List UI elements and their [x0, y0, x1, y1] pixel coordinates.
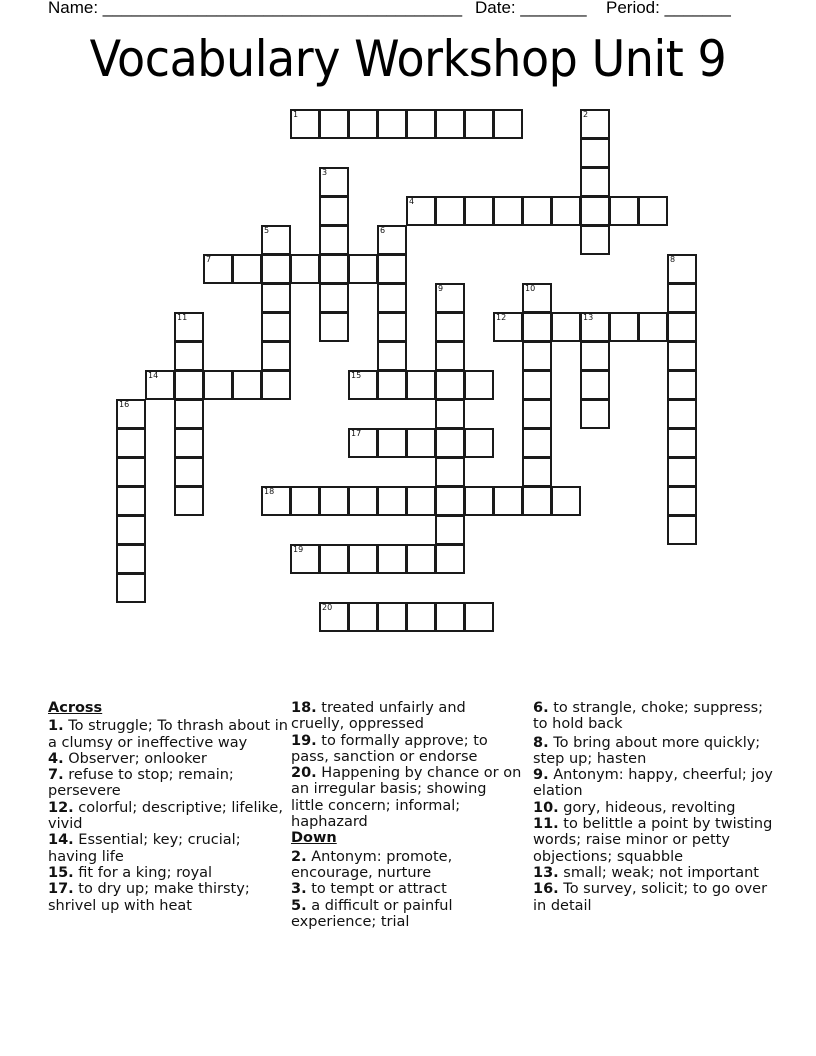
grid-cell[interactable]	[174, 428, 204, 458]
grid-cell[interactable]	[377, 109, 407, 139]
grid-cell[interactable]	[319, 602, 349, 632]
grid-cell[interactable]	[638, 312, 668, 342]
grid-cell[interactable]	[203, 254, 233, 284]
grid-cell[interactable]	[580, 370, 610, 400]
clue-down-2: 2. Antonym: promote, encourage, nurture	[291, 848, 453, 881]
grid-cell[interactable]	[174, 486, 204, 516]
page-title: Vocabulary Workshop Unit 9	[89, 30, 727, 88]
grid-cell[interactable]	[435, 283, 465, 313]
grid-cell[interactable]	[435, 341, 465, 371]
cell-number: 19	[293, 545, 304, 554]
grid-cell[interactable]	[377, 428, 407, 458]
grid-cell[interactable]	[232, 370, 262, 400]
grid-cell[interactable]	[377, 312, 407, 342]
grid-cell[interactable]	[290, 544, 320, 574]
grid-cell[interactable]	[319, 486, 349, 516]
cell-number: 1	[293, 110, 299, 119]
grid-cell[interactable]	[580, 399, 610, 429]
down-heading: Down	[291, 830, 337, 847]
grid-cell[interactable]	[261, 370, 291, 400]
grid-cell[interactable]	[116, 573, 146, 603]
grid-cell[interactable]	[319, 312, 349, 342]
grid-cell[interactable]	[551, 486, 581, 516]
grid-cell[interactable]	[377, 486, 407, 516]
grid-cell[interactable]	[406, 428, 436, 458]
period-field[interactable]: Period: _______	[606, 0, 731, 17]
clue-down-8: 8. To bring about more quickly; step up; hasten	[533, 734, 761, 767]
grid-cell[interactable]	[435, 196, 465, 226]
grid-cell[interactable]	[174, 341, 204, 371]
cell-number: 16	[119, 400, 130, 409]
grid-cell[interactable]	[551, 196, 581, 226]
clue-across-17: 17. to dry up; make thirsty; shrivel up with heat	[48, 881, 250, 914]
grid-cell[interactable]	[522, 399, 552, 429]
grid-cell[interactable]	[261, 312, 291, 342]
grid-cell[interactable]	[377, 544, 407, 574]
grid-cell[interactable]	[667, 399, 697, 429]
grid-cell[interactable]	[116, 399, 146, 429]
grid-cell[interactable]	[435, 457, 465, 487]
grid-cell[interactable]	[522, 341, 552, 371]
clue-down-11: 11. to belittle a point by twisting words; raise minor or petty objections; squabble	[533, 816, 773, 865]
grid-cell[interactable]	[406, 370, 436, 400]
cell-number: 14	[148, 371, 159, 380]
grid-cell[interactable]	[522, 370, 552, 400]
grid-cell[interactable]	[435, 312, 465, 342]
grid-cell[interactable]	[406, 486, 436, 516]
clues-column-2	[291, 700, 523, 930]
clue-down-6: 6. to strangle, choke; suppress; to hold back	[533, 700, 764, 733]
grid-cell[interactable]	[406, 109, 436, 139]
grid-cell[interactable]	[377, 341, 407, 371]
grid-cell[interactable]	[667, 370, 697, 400]
grid-cell[interactable]	[116, 515, 146, 545]
grid-cell[interactable]	[406, 544, 436, 574]
grid-cell[interactable]	[348, 109, 378, 139]
grid-cell[interactable]	[435, 515, 465, 545]
clues-column-3	[533, 700, 773, 914]
clue-down-9: 9. Antonym: happy, cheerful; joy elation	[533, 767, 773, 800]
cell-number: 8	[670, 255, 676, 264]
grid-cell[interactable]	[580, 109, 610, 139]
clue-across-15: 15. fit for a king; royal	[48, 864, 213, 881]
clue-across-7: 7. refuse to stop; remain; persevere	[48, 767, 234, 800]
grid-cell[interactable]	[667, 312, 697, 342]
grid-cell[interactable]	[348, 428, 378, 458]
clue-down-10: 10. gory, hideous, revolting	[533, 799, 736, 816]
cell-number: 11	[177, 313, 188, 322]
across-heading: Across	[48, 700, 103, 716]
grid-cell[interactable]	[319, 167, 349, 197]
grid-cell[interactable]	[174, 370, 204, 400]
grid-cell[interactable]	[406, 196, 436, 226]
cell-number: 17	[351, 429, 362, 438]
grid-cell[interactable]	[116, 544, 146, 574]
grid-cell[interactable]	[464, 370, 494, 400]
grid-cell[interactable]	[377, 283, 407, 313]
grid-cell[interactable]	[290, 109, 320, 139]
grid-cell[interactable]	[580, 312, 610, 342]
cell-number: 13	[583, 313, 594, 322]
grid-cell[interactable]	[319, 196, 349, 226]
grid-cell[interactable]	[435, 428, 465, 458]
grid-cell[interactable]	[116, 486, 146, 516]
cell-number: 15	[351, 371, 362, 380]
grid-cell[interactable]	[522, 196, 552, 226]
grid-cell[interactable]	[261, 254, 291, 284]
grid-cell[interactable]	[232, 254, 262, 284]
grid-cell[interactable]	[348, 602, 378, 632]
clue-across-12: 12. colorful; descriptive; lifelike, vivid	[48, 799, 283, 833]
grid-cell[interactable]	[609, 312, 639, 342]
grid-cell[interactable]	[609, 196, 639, 226]
grid-cell[interactable]	[319, 254, 349, 284]
grid-cell[interactable]	[667, 283, 697, 313]
grid-cell[interactable]	[319, 109, 349, 139]
grid-cell[interactable]	[377, 254, 407, 284]
grid-cell[interactable]	[580, 341, 610, 371]
grid-cell[interactable]	[174, 312, 204, 342]
grid-cell[interactable]	[522, 428, 552, 458]
cell-number: 5	[264, 226, 270, 235]
cell-number: 12	[496, 313, 507, 322]
cell-number: 7	[206, 255, 212, 264]
grid-cell[interactable]	[348, 370, 378, 400]
grid-cell[interactable]	[319, 225, 349, 255]
grid-cell[interactable]	[348, 544, 378, 574]
grid-cell[interactable]	[493, 486, 523, 516]
grid-cell[interactable]	[464, 109, 494, 139]
grid-cell[interactable]	[638, 196, 668, 226]
grid-cell[interactable]	[522, 283, 552, 313]
clue-down-3: 3. to tempt or attract	[291, 881, 447, 898]
grid-cell[interactable]	[203, 370, 233, 400]
clue-down-16: 16. To survey, solicit; to go over in detail	[533, 881, 768, 914]
grid-cell[interactable]	[145, 370, 175, 400]
grid-cell[interactable]	[464, 486, 494, 516]
grid-cell[interactable]	[174, 457, 204, 487]
grid-cell[interactable]	[261, 225, 291, 255]
grid-cell[interactable]	[435, 370, 465, 400]
clue-across-18: 18. treated unfairly and cruelly, oppressed	[291, 700, 466, 733]
clue-down-13: 13. small; weak; not important	[533, 864, 759, 881]
grid-cell[interactable]	[464, 602, 494, 632]
date-field[interactable]: Date: _______	[475, 0, 587, 17]
grid-cell[interactable]	[551, 312, 581, 342]
grid-cell[interactable]	[116, 428, 146, 458]
grid-cell[interactable]	[261, 283, 291, 313]
grid-cell[interactable]	[667, 341, 697, 371]
cell-number: 3	[322, 168, 328, 177]
grid-cell[interactable]	[261, 341, 291, 371]
grid-cell[interactable]	[377, 225, 407, 255]
grid-cell[interactable]	[493, 312, 523, 342]
grid-cell[interactable]	[377, 370, 407, 400]
grid-cell[interactable]	[667, 254, 697, 284]
cell-number: 18	[264, 487, 275, 496]
grid-cell[interactable]	[319, 544, 349, 574]
grid-cell[interactable]	[348, 486, 378, 516]
grid-cell[interactable]	[580, 138, 610, 168]
grid-cell[interactable]	[116, 457, 146, 487]
grid-cell[interactable]	[493, 109, 523, 139]
grid-cell[interactable]	[319, 283, 349, 313]
grid-cell[interactable]	[493, 196, 523, 226]
clue-across-19: 19. to formally approve; to pass, sanction or endorse	[291, 732, 488, 765]
cell-number: 6	[380, 226, 386, 235]
cell-number: 2	[583, 110, 589, 119]
grid-cell[interactable]	[435, 602, 465, 632]
clue-across-1: 1. To struggle; To thrash about in a clumsy or ineffective way	[48, 718, 288, 751]
clue-across-14: 14. Essential; key; crucial; having life	[48, 832, 241, 865]
grid-cell[interactable]	[174, 399, 204, 429]
grid-cell[interactable]	[348, 254, 378, 284]
grid-cell[interactable]	[377, 602, 407, 632]
cell-number: 20	[322, 603, 333, 612]
cell-number: 4	[409, 197, 415, 206]
grid-cell[interactable]	[580, 196, 610, 226]
grid-cell[interactable]	[580, 225, 610, 255]
clue-across-4: 4. Observer; onlooker	[48, 750, 207, 767]
grid-cell[interactable]	[290, 486, 320, 516]
grid-cell[interactable]	[435, 399, 465, 429]
grid-cell[interactable]	[435, 544, 465, 574]
grid-cell[interactable]	[290, 254, 320, 284]
grid-cell[interactable]	[435, 486, 465, 516]
clue-across-20: 20. Happening by chance or on an irregular basis; showing little concern; informal; haphazard	[291, 765, 522, 831]
grid-cell[interactable]	[406, 602, 436, 632]
grid-cell[interactable]	[667, 457, 697, 487]
clues-column-1	[48, 700, 288, 914]
grid-cell[interactable]	[522, 486, 552, 516]
grid-cell[interactable]	[261, 486, 291, 516]
grid-cell[interactable]	[464, 428, 494, 458]
grid-cell[interactable]	[435, 109, 465, 139]
name-field[interactable]: Name: ______________________________________	[48, 0, 463, 17]
grid-cell[interactable]	[667, 486, 697, 516]
grid-cell[interactable]	[522, 457, 552, 487]
grid-cell[interactable]	[667, 428, 697, 458]
clue-down-5: 5. a difficult or painful experience; trial	[291, 897, 453, 930]
grid-cell[interactable]	[667, 515, 697, 545]
cell-number: 9	[438, 284, 444, 293]
grid-cell[interactable]	[464, 196, 494, 226]
cell-number: 10	[525, 284, 536, 293]
grid-cell[interactable]	[580, 167, 610, 197]
grid-cell[interactable]	[522, 312, 552, 342]
